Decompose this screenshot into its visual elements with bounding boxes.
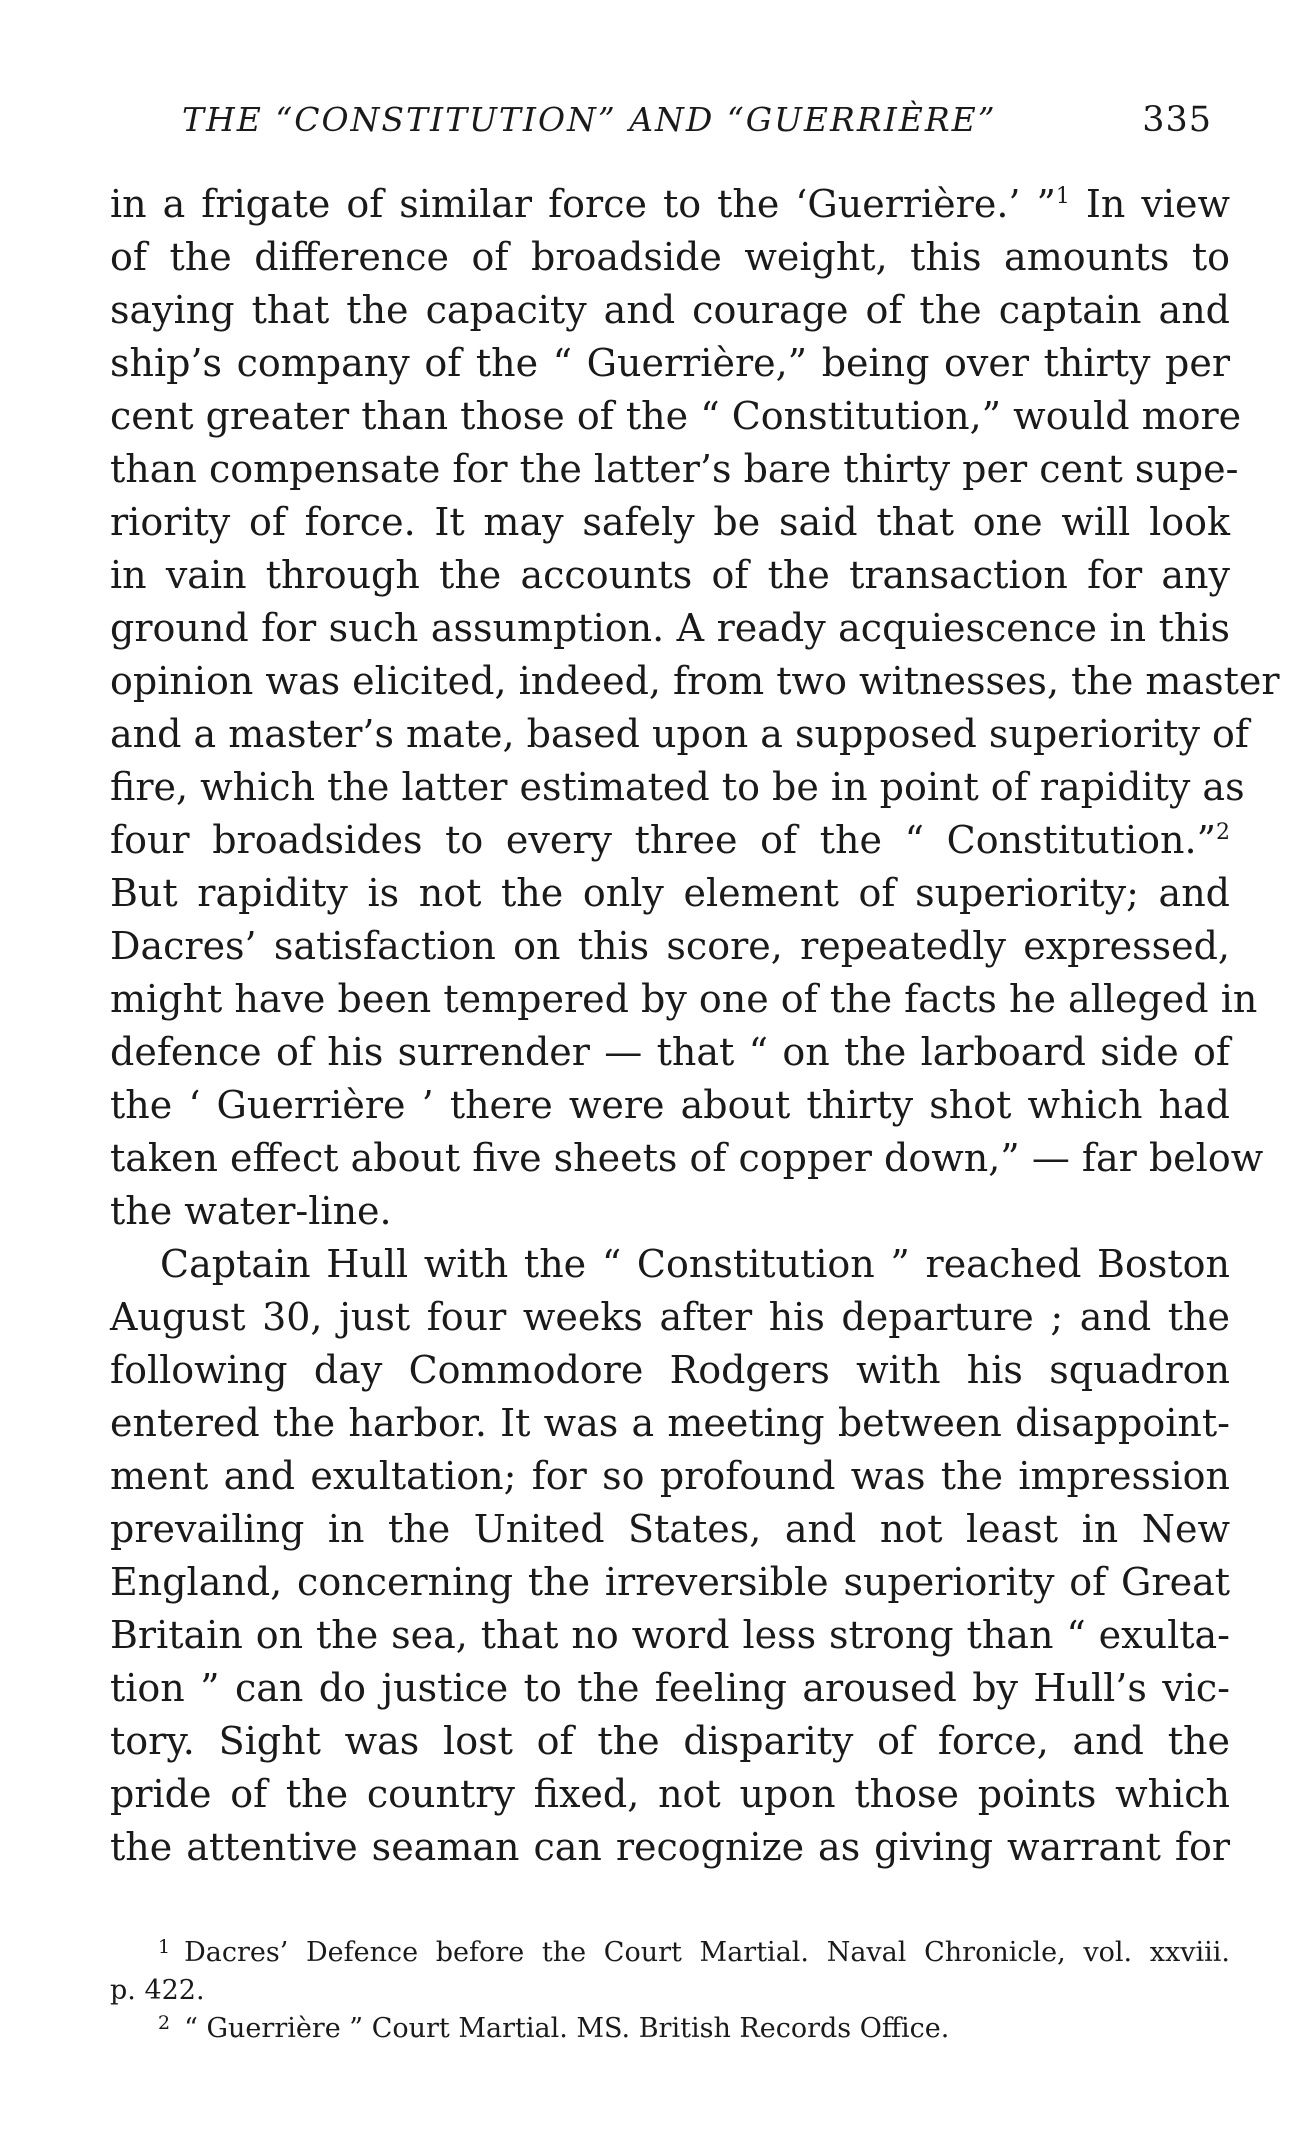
text-line: tion ” can do justice to the feeling aroused by Hull’s vic- <box>110 1666 1230 1710</box>
text-line <box>110 814 1230 867</box>
text-line: taken effect about five sheets of copper down,” — far below <box>110 1136 1264 1180</box>
footnote-ref: 1 <box>1055 184 1070 209</box>
text-line: cent greater than those of the “ Constitution,” would more <box>110 394 1242 438</box>
text-line: But rapidity is not the only element of superiority; and <box>110 871 1230 915</box>
line-text: In view <box>1085 182 1230 226</box>
footnote-1-continuation: p. 422. <box>110 1975 205 2006</box>
footnote-number: 2 <box>158 2012 171 2034</box>
text-line: entered the harbor. It was a meeting between disappoint- <box>110 1401 1230 1445</box>
footnote-number: 1 <box>158 1936 171 1958</box>
text-line: saying that the capacity and courage of the captain and <box>110 288 1230 332</box>
text-line: tory. Sight was lost of the disparity of force, and the <box>110 1719 1230 1763</box>
text-line: the water-line. <box>110 1189 392 1233</box>
text-line: the ‘ Guerrière ’ there were about thirty shot which had <box>110 1083 1230 1127</box>
running-head <box>182 100 1212 150</box>
text-line: ment and exultation; for so profound was the impression <box>110 1454 1230 1498</box>
text-line: might have been tempered by one of the facts he alleged in <box>110 977 1258 1021</box>
line-text: in a frigate of similar force to the ‘Guerrière.’ ” <box>110 182 1056 226</box>
text-line: ship’s company of the “ Guerrière,” being over thirty per <box>110 341 1230 385</box>
footnote-1 <box>110 1934 1230 1972</box>
text-line: and a master’s mate, based upon a supposed superiority of <box>110 712 1249 756</box>
text-line: than compensate for the latter’s bare thirty per cent supe- <box>110 447 1239 491</box>
footnote-text: “ Guerrière ” Court Martial. MS. British Records Office. <box>184 2013 950 2044</box>
text-line <box>110 178 1230 231</box>
text-line: the attentive seaman can recognize as giving warrant for <box>110 1825 1230 1869</box>
text-line: following day Commodore Rodgers with his squadron <box>110 1348 1230 1392</box>
line-text: four broadsides to every three of the “ Constitution.” <box>110 818 1216 862</box>
footnote-text: Dacres’ Defence before the Court Martial. Naval Chronicle, vol. xxviii. <box>184 1937 1230 1968</box>
running-title: THE “CONSTITUTION” AND “GUERRIÈRE” <box>182 100 997 139</box>
text-line: defence of his surrender — that “ on the larboard side of <box>110 1030 1230 1074</box>
page-number: 335 <box>1142 100 1212 140</box>
text-line: ground for such assumption. A ready acquiescence in this <box>110 606 1230 650</box>
footnote-2 <box>110 2010 1230 2048</box>
text-line: prevailing in the United States, and not least in New <box>110 1507 1230 1551</box>
text-line: Dacres’ satisfaction on this score, repeatedly expressed, <box>110 924 1230 968</box>
text-line: England, concerning the irreversible superiority of Great <box>110 1560 1230 1604</box>
text-line: of the difference of broadside weight, this amounts to <box>110 235 1230 279</box>
text-line: fire, which the latter estimated to be in point of rapidity as <box>110 765 1245 809</box>
text-line: August 30, just four weeks after his departure ; and the <box>110 1295 1230 1339</box>
body-text <box>110 178 1280 1874</box>
text-line: opinion was elicited, indeed, from two witnesses, the master <box>110 659 1280 703</box>
text-line: in vain through the accounts of the transaction for any <box>110 553 1230 597</box>
footnote-ref: 2 <box>1216 820 1230 845</box>
text-line: Captain Hull with the “ Constitution ” reached Boston <box>160 1242 1230 1286</box>
text-line: pride of the country fixed, not upon those points which <box>110 1772 1230 1816</box>
text-line: riority of force. It may safely be said that one will look <box>110 500 1230 544</box>
text-line: Britain on the sea, that no word less strong than “ exulta- <box>110 1613 1230 1657</box>
footnotes <box>110 1934 1230 2048</box>
